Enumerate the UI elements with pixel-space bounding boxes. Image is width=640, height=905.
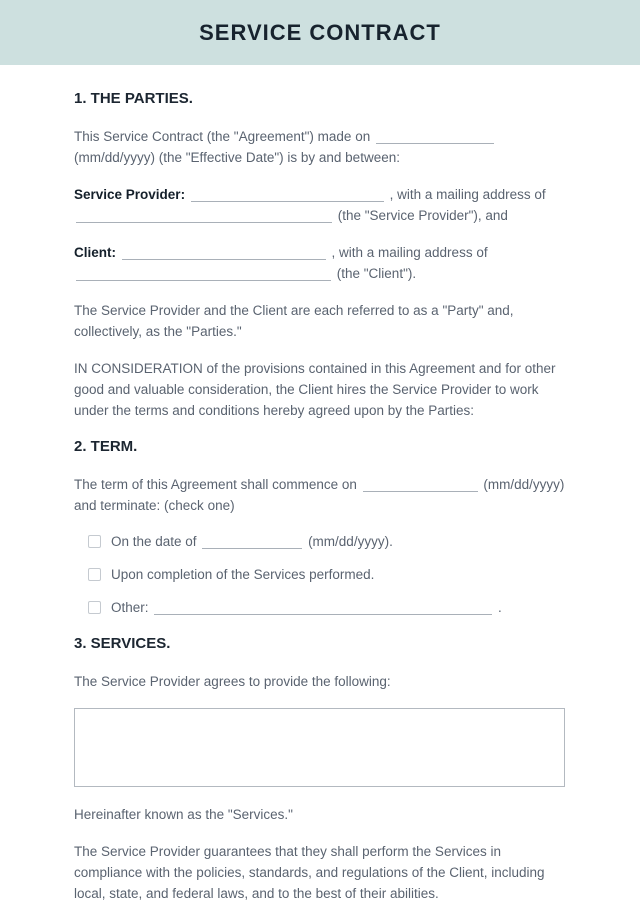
parties-definition-paragraph — [74, 300, 565, 342]
term-commence-paragraph — [74, 474, 565, 516]
services-guarantee-paragraph — [74, 841, 565, 904]
client-paragraph — [74, 242, 565, 284]
text-run: The Service Provider guarantees that they shall perform the Services in compliance with the policies, standards, and regulations of the Client, including local, state, and federal laws, and to the best of their abilities. — [74, 844, 545, 901]
blank-field[interactable] — [76, 209, 332, 223]
text-run: The Service Provider and the Client are each referred to as a "Party" and, collectively, as the "Parties." — [74, 303, 514, 339]
consideration-paragraph — [74, 358, 565, 421]
section-1-heading: 1. THE PARTIES. — [74, 90, 193, 107]
text-run: (mm/dd/yyyy). — [304, 534, 393, 549]
service-provider-paragraph — [74, 184, 565, 226]
checkbox-label — [111, 565, 374, 585]
document-header — [0, 0, 640, 65]
services-input-box[interactable] — [74, 708, 565, 787]
terminate-on-date-option — [74, 532, 565, 552]
blank-field[interactable] — [376, 130, 494, 144]
services-definition-paragraph — [74, 804, 565, 825]
text-run: . — [494, 600, 502, 615]
section-3-heading: 3. SERVICES. — [74, 635, 171, 652]
blank-field[interactable] — [202, 535, 302, 549]
section-2-heading: 2. TERM. — [74, 438, 138, 455]
checkbox[interactable] — [88, 568, 101, 581]
bold-label: Client: — [74, 245, 120, 260]
page-title: SERVICE CONTRACT — [199, 19, 441, 45]
text-run: This Service Contract (the "Agreement") made on — [74, 129, 374, 144]
blank-field[interactable] — [363, 478, 478, 492]
text-run: (mm/dd/yyyy) (the "Effective Date") is by and between: — [74, 150, 400, 165]
blank-field[interactable] — [76, 267, 331, 281]
text-run: (mm/dd/yyyy) and terminate: (check one) — [74, 477, 565, 513]
text-run: (the "Service Provider"), and — [334, 208, 508, 223]
text-run: Upon completion of the Services performed. — [111, 567, 375, 582]
text-run: (the "Client"). — [333, 266, 417, 281]
terminate-other-option — [74, 598, 565, 618]
text-run: Hereinafter known as the "Services." — [74, 807, 293, 822]
contract-body — [0, 65, 640, 904]
bold-label: Service Provider: — [74, 187, 189, 202]
blank-field[interactable] — [191, 188, 384, 202]
checkbox-label — [111, 532, 393, 552]
text-run: , with a mailing address of — [385, 187, 546, 202]
text-run: IN CONSIDERATION of the provisions contained in this Agreement and for other good and valuable consideration, the Client hires the Service Provider to work under the terms and conditions hereby agreed upon by the Parties: — [74, 361, 556, 418]
services-intro-paragraph — [74, 671, 565, 692]
terminate-on-completion-option — [74, 565, 565, 585]
text-run: The Service Provider agrees to provide the following: — [74, 674, 391, 689]
checkbox-label — [111, 598, 502, 618]
agreement-date-paragraph — [74, 126, 565, 168]
checkbox[interactable] — [88, 601, 101, 614]
text-run: On the date of — [111, 534, 201, 549]
blank-field[interactable] — [154, 601, 492, 615]
text-run: , with a mailing address of — [327, 245, 488, 260]
checkbox[interactable] — [88, 535, 101, 548]
text-run: The term of this Agreement shall commence on — [74, 477, 361, 492]
blank-field[interactable] — [122, 246, 326, 260]
text-run: Other: — [111, 600, 153, 615]
